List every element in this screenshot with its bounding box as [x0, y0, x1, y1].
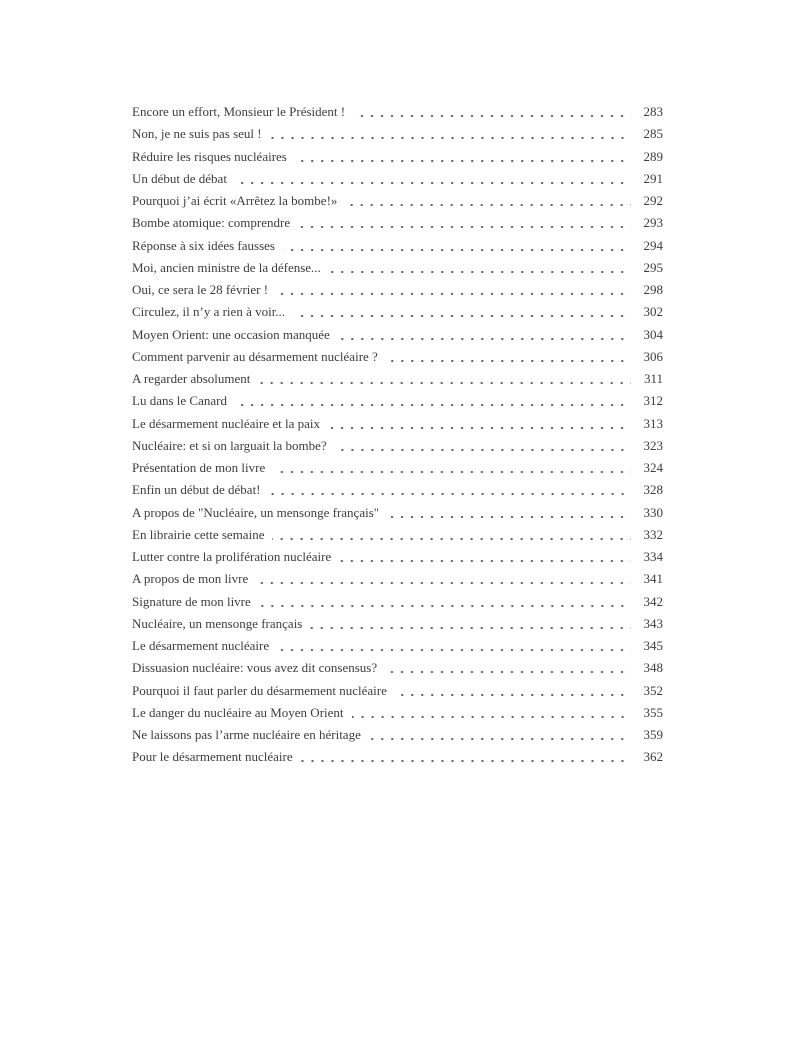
dot-leader	[259, 591, 631, 613]
toc-entry-page-number: 355	[643, 704, 663, 720]
table-of-contents	[132, 101, 663, 769]
toc-entry-page-number: 283	[643, 104, 663, 119]
toc-entry-title: Dissuasion nucléaire: vous avez dit consensus?	[132, 660, 378, 676]
toc-entry-title: A propos de mon livre	[132, 571, 249, 587]
toc-entry-page-number: 295	[643, 259, 663, 275]
dot-leader	[329, 257, 631, 279]
toc-entry-page-number: 302	[643, 304, 663, 320]
toc-entry	[132, 168, 663, 190]
toc-entry-title: Lutter contre la prolifération nucléaire	[132, 549, 332, 564]
toc-entry-page-number: 330	[643, 504, 663, 520]
toc-entry-page-number: 285	[643, 126, 663, 142]
toc-entry-title: Nucléaire, un mensonge français	[132, 615, 303, 631]
dot-leader	[235, 168, 631, 190]
toc-entry-page-number: 312	[643, 393, 663, 409]
toc-entry	[132, 546, 663, 568]
dot-leader	[273, 457, 631, 479]
toc-entry	[132, 680, 663, 702]
dot-leader	[272, 524, 631, 546]
toc-entry-page-number: 292	[643, 193, 663, 208]
toc-entry-page-number: 304	[643, 326, 663, 342]
toc-entry	[132, 479, 663, 501]
toc-entry-title: Réponse à six idées fausses	[132, 237, 275, 253]
toc-entry-page-number: 341	[643, 571, 663, 587]
toc-entry-page-number: 311	[643, 371, 663, 386]
toc-entry-title: Encore un effort, Monsieur le Président !	[132, 104, 346, 119]
toc-entry	[132, 724, 663, 746]
toc-entry-title: Lu dans le Canard	[132, 393, 227, 409]
toc-entry-title: A propos de "Nucléaire, un mensonge français"	[132, 504, 380, 520]
dot-leader	[369, 724, 631, 746]
dot-leader	[395, 680, 631, 702]
toc-entry	[132, 212, 663, 234]
toc-entry-page-number: 352	[643, 682, 663, 698]
toc-entry-title: Enfin un début de débat!	[132, 482, 261, 498]
toc-entry-page-number: 345	[643, 638, 663, 653]
toc-entry	[132, 413, 663, 435]
dot-leader	[258, 368, 631, 390]
toc-entry-title: Non, je ne suis pas seul !	[132, 126, 262, 142]
dot-leader	[256, 568, 631, 590]
dot-leader	[353, 101, 631, 123]
toc-entry-page-number: 323	[643, 437, 663, 453]
dot-leader	[276, 279, 631, 301]
toc-entry-title: Présentation de mon livre	[132, 460, 266, 475]
dot-leader	[283, 235, 631, 257]
toc-entry-title: Un début de débat	[132, 170, 227, 186]
toc-entry-title: Nucléaire: et si on larguait la bombe?	[132, 437, 327, 453]
toc-entry-page-number: 324	[643, 460, 663, 475]
dot-leader	[301, 746, 631, 768]
toc-entry	[132, 101, 663, 123]
toc-entry-title: Circulez, il n’y a rien à voir...	[132, 304, 286, 320]
toc-entry-page-number: 291	[643, 170, 663, 186]
toc-entry-page-number: 334	[643, 549, 663, 564]
dot-leader	[339, 546, 631, 568]
toc-entry	[132, 257, 663, 279]
toc-entry-title: Bombe atomique: comprendre	[132, 215, 291, 231]
toc-entry	[132, 568, 663, 590]
toc-entry-page-number: 359	[643, 727, 663, 742]
toc-entry-title: En librairie cette semaine	[132, 526, 265, 542]
toc-entry	[132, 146, 663, 168]
toc-entry	[132, 435, 663, 457]
toc-entry-page-number: 294	[643, 237, 663, 253]
toc-entry	[132, 190, 663, 212]
toc-entry	[132, 123, 663, 145]
toc-entry	[132, 524, 663, 546]
dot-leader	[277, 635, 631, 657]
dot-leader	[235, 390, 631, 412]
toc-entry	[132, 635, 663, 657]
toc-entry-title: Le désarmement nucléaire et la paix	[132, 415, 321, 431]
toc-entry-title: Pour le désarmement nucléaire	[132, 749, 293, 765]
toc-entry	[132, 390, 663, 412]
dot-leader	[328, 413, 631, 435]
toc-entry-title: Le désarmement nucléaire	[132, 638, 270, 653]
dot-leader	[335, 435, 631, 457]
toc-entry	[132, 457, 663, 479]
dot-leader	[269, 479, 631, 501]
toc-entry-page-number: 328	[643, 482, 663, 498]
toc-entry-page-number: 348	[643, 660, 663, 676]
toc-entry	[132, 591, 663, 613]
toc-entry-title: Oui, ce sera le 28 février !	[132, 282, 269, 297]
toc-entry-page-number: 342	[643, 593, 663, 609]
toc-entry	[132, 324, 663, 346]
toc-entry-title: Le danger du nucléaire au Moyen Orient	[132, 704, 344, 720]
toc-entry	[132, 346, 663, 368]
dot-leader	[338, 324, 631, 346]
toc-entry-title: Comment parvenir au désarmement nucléaire ?	[132, 348, 378, 364]
dot-leader	[293, 301, 631, 323]
toc-entry	[132, 702, 663, 724]
dot-leader	[387, 502, 631, 524]
toc-entry-title: Moi, ancien ministre de la défense...	[132, 259, 321, 275]
toc-entry-title: Signature de mon livre	[132, 593, 251, 609]
dot-leader	[270, 123, 631, 145]
toc-entry-title: Pourquoi j’ai écrit «Arrêtez la bombe!»	[132, 193, 338, 208]
toc-entry	[132, 301, 663, 323]
toc-entry-page-number: 306	[643, 348, 663, 364]
toc-entry	[132, 613, 663, 635]
dot-leader	[298, 212, 631, 234]
toc-entry-title: Moyen Orient: une occasion manquée	[132, 326, 330, 342]
toc-entry	[132, 279, 663, 301]
toc-entry-page-number: 313	[643, 415, 663, 431]
toc-entry-page-number: 298	[643, 282, 663, 297]
dot-leader	[385, 657, 631, 679]
toc-entry-page-number: 332	[643, 526, 663, 542]
toc-entry-page-number: 343	[643, 615, 663, 631]
toc-entry	[132, 657, 663, 679]
dot-leader	[310, 613, 631, 635]
dot-leader	[295, 146, 631, 168]
dot-leader	[386, 346, 631, 368]
toc-entry	[132, 746, 663, 768]
toc-entry	[132, 235, 663, 257]
toc-entry-title: A regarder absolument	[132, 371, 251, 386]
toc-entry-page-number: 362	[643, 749, 663, 765]
toc-entry-page-number: 289	[643, 148, 663, 164]
toc-entry	[132, 502, 663, 524]
toc-entry-title: Pourquoi il faut parler du désarmement nucléaire	[132, 682, 387, 698]
toc-entry-title: Ne laissons pas l’arme nucléaire en héritage	[132, 727, 361, 742]
dot-leader	[352, 702, 631, 724]
dot-leader	[345, 190, 631, 212]
toc-entry-title: Réduire les risques nucléaires	[132, 148, 287, 164]
toc-entry	[132, 368, 663, 390]
toc-entry-page-number: 293	[643, 215, 663, 231]
